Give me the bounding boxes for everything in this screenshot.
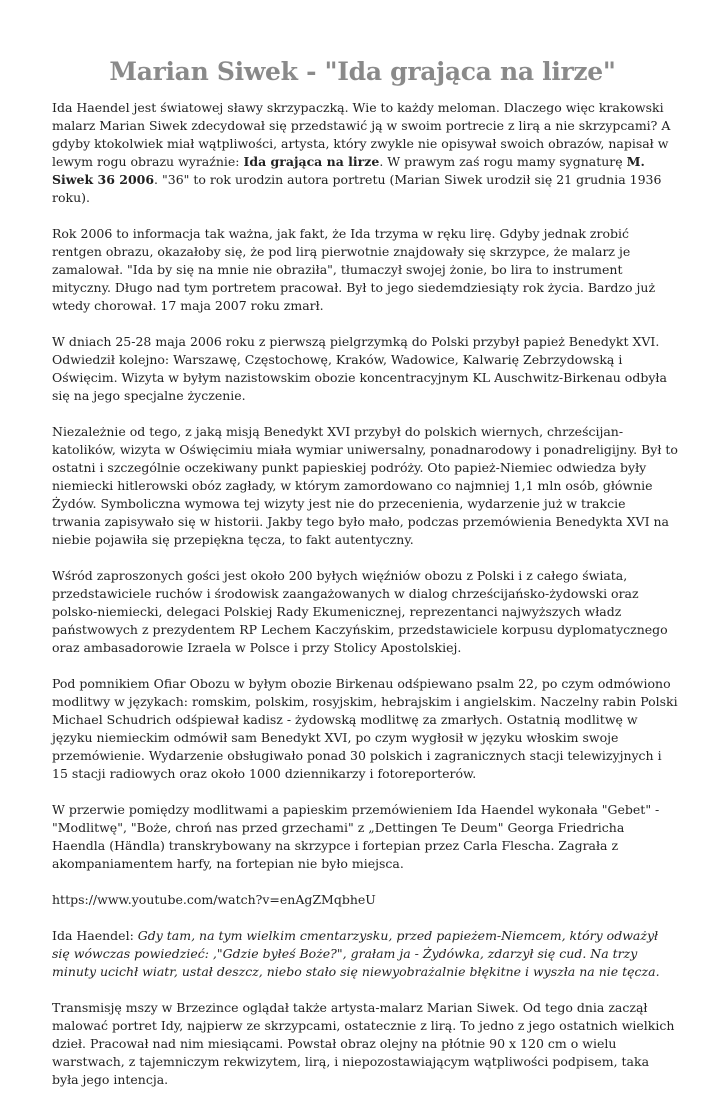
paragraph-10: Transmisję mszy w Brzezince oglądał także artysta-malarz Marian Siwek. Od tego dnia zaczął malować portret Idy, najpierw ze skrzypcami, ostatecznie z lirą. To jedno z jego ostatnich wielkich dzieł. Pracował nad nim miesiącami. Powstał obraz olejny na płótnie 90 x 120 cm o wielu warstwach, z tajemniczym rekwizytem, lirą, i niepozostawiającym wątpliwości podpisem, taka była jego intencja. — [52, 1000, 675, 1087]
article-body — [52, 99, 678, 1107]
paragraph-5: Wśród zaproszonych gości jest około 200 byłych więźniów obozu z Polski i z całego świata, przedstawiciele ruchów i środowisk zaangażowanych w dialog chrześcijańsko-żydowski oraz polsko-niemiecki, delegaci Polskiej Rady Ekumenicznej, reprezentanci najwyższych władz państwowych z prezydentem RP Lechem Kaczyńskim, przedstawiciele korpusu dyplomatycznego oraz ambasadorowie Izraela w Polsce i przy Stolicy Apostolskiej. — [52, 568, 668, 655]
quote-attribution: Ida Haendel: — [52, 928, 138, 943]
paragraph-7: W przerwie pomiędzy modlitwami a papieskim przemówieniem Ida Haendel wykonała "Gebet" - "Modlitwę", "Boże, chroń nas przed grzechami" z „Dettingen Te Deum" Georga Friedricha Haendla (Händla) transkrybowany na skrzypce i fortepian przez Carla Flescha. Zagrała z akompaniamentem harfy, na fortepian nie było miejsca. — [52, 802, 660, 871]
paragraph-1-text-a: Ida Haendel jest światowej sławy skrzypaczką. Wie to każdy meloman. Dlaczego więc krakowski malarz Marian Siwek zdecydował się przedstawić ją w swoim portrecie z lirą a nie skrzypcami? A gdyby ktokolwiek miał wątpliwości, artysta, który zwykle nie opisywał swoich obrazów, napisał w lewym rogu obrazu wyraźnie: — [52, 100, 671, 169]
paragraph-3: W dniach 25-28 maja 2006 roku z pierwszą pielgrzymką do Polski przybył papież Benedykt XVI. Odwiedził kolejno: Warszawę, Częstochowę, Kraków, Wadowice, Kalwarię Zebrzydowską i Oświęcim. Wizyta w byłym nazistowskim obozie koncentracyjnym KL Auschwitz-Birkenau odbyła się na jego specjalne życzenie. — [52, 334, 667, 403]
paragraph-1 — [52, 99, 678, 207]
quote-text: Gdy tam, na tym wielkim cmentarzysku, przed papieżem-Niemcem, który odważył się wówczas powiedzieć: ,"Gdzie byłeś Boże?", grałam ja - Żydówka, zdarzył się cud. Na trzy minuty ucichł wiatr, ustał deszcz, niebo stało się niewyobrażalnie błękitne i wyszła na nie tęcza. — [52, 928, 660, 979]
paragraph-6: Pod pomnikiem Ofiar Obozu w byłym obozie Birkenau odśpiewano psalm 22, po czym odmówiono modlitwy w językach: romskim, polskim, rosyjskim, hebrajskim i angielskim. Naczelny rabin Polski Michael Schudrich odśpiewał kadisz - żydowską modlitwę za zmarłych. Ostatnią modlitwę w języku niemieckim odmówił sam Benedykt XVI, po czym wygłosił w języku włoskim swoje przemówienie. Wydarzenie obsługiwało ponad 30 polskich i zagranicznych stacji telewizyjnych i 15 stacji radiowych oraz około 1000 dziennikarzy i fotoreporterów. — [52, 676, 678, 781]
paragraph-1-text-d: . "36" to rok urodzin autora portretu (Marian Siwek urodził się 21 grudnia 1936 roku). — [52, 172, 662, 205]
paragraph-1-text-c: . W prawym zaś rogu mamy sygnaturę — [379, 154, 627, 169]
paragraph-4: Niezależnie od tego, z jaką misją Benedykt XVI przybył do polskich wiernych, chrześcijan-katolików, wizyta w Oświęcimiu miała wymiar uniwersalny, ponadnarodowy i ponadreligijny. Był to ostatni i szczególnie oczekiwany punkt papieskiej podróży. Oto papież-Niemiec odwiedza były niemiecki hitlerowski obóz zagłady, w którym zamordowano co najmniej 1,1 mln osób, głównie Żydów. Symboliczna wymowa tej wizyty jest nie do przecenienia, wydarzenie już w trakcie trwania zapisywało się w historii. Jakby tego było mało, podczas przemówienia Benedykta XVI na niebie pojawiła się przepiękna tęcza, to fakt autentyczny. — [52, 424, 678, 547]
painting-inscription: Ida grająca na lirze — [243, 154, 380, 169]
paragraph-9 — [52, 927, 678, 981]
article-title: Marian Siwek - "Ida grająca na lirze" — [109, 57, 616, 86]
youtube-url: https://www.youtube.com/watch?v=enAgZMqbheU — [52, 892, 376, 907]
paragraph-2: Rok 2006 to informacja tak ważna, jak fakt, że Ida trzyma w ręku lirę. Gdyby jednak zrobić rentgen obrazu, okazałoby się, że pod lirą pierwotnie znajdowały się skrzypce, że malarz je zamalował. "Ida by się na mnie nie obraziła", tłumaczył swojej żonie, bo lira to instrument mityczny. Długo nad tym portretem pracował. Był to jego siedemdziesiąty rok życia. Bardzo już wtedy chorował. 17 maja 2007 roku zmarł. — [52, 226, 656, 313]
painting-signature: M. Siwek 36 2006 — [52, 154, 645, 187]
